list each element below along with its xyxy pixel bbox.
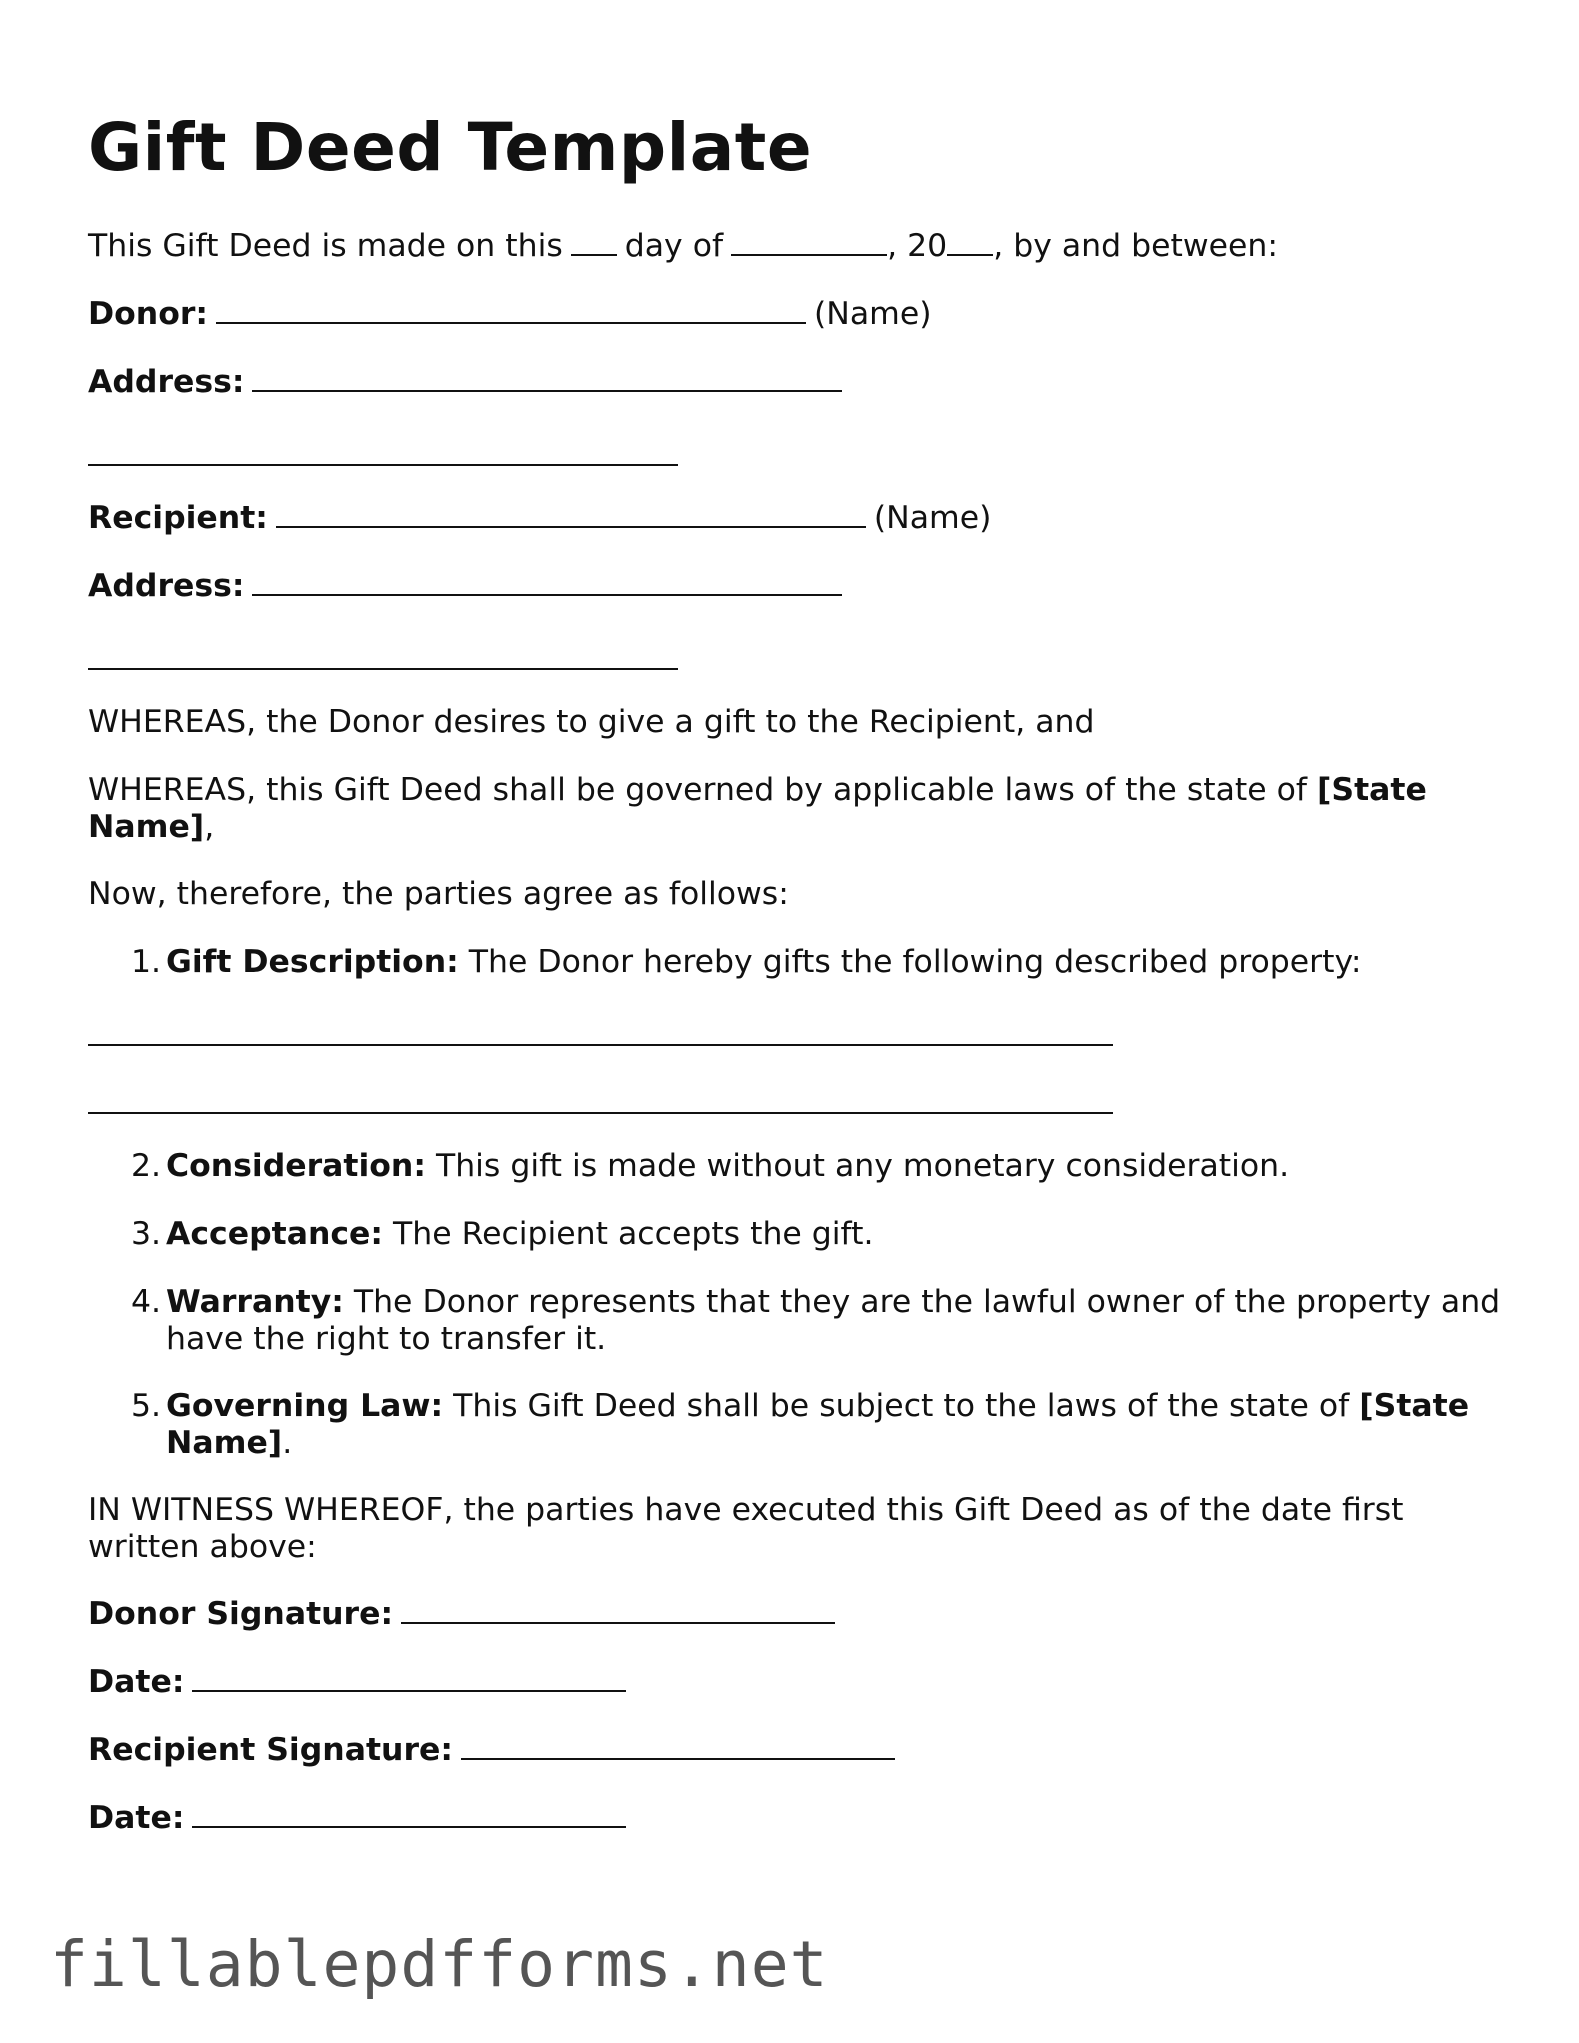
item-text: This gift is made without any monetary consideration. bbox=[435, 1148, 1290, 1184]
whereas-2-tail: , bbox=[204, 809, 215, 845]
item-number: 5. bbox=[130, 1388, 161, 1424]
item-label: Gift Description: bbox=[166, 944, 459, 980]
item-text: The Donor hereby gifts the following described property: bbox=[468, 944, 1362, 980]
recipient-name-field[interactable] bbox=[276, 502, 866, 528]
gift-description-field-2[interactable] bbox=[88, 1112, 1113, 1114]
donor-name-field[interactable] bbox=[216, 298, 806, 324]
item-number: 4. bbox=[130, 1284, 161, 1320]
date-label: Date: bbox=[88, 1800, 185, 1836]
whereas-2-text: WHEREAS, this Gift Deed shall be governed by applicable laws of the state of bbox=[88, 772, 1307, 808]
donor-address-field-2[interactable] bbox=[88, 464, 678, 466]
watermark: fillablepdfforms.net bbox=[50, 1928, 829, 2001]
donor-label: Donor: bbox=[88, 296, 208, 332]
intro-text-2: day of bbox=[624, 228, 724, 264]
intro-text-1: This Gift Deed is made on this bbox=[88, 228, 563, 264]
intro-line bbox=[88, 228, 1278, 265]
recipient-date-field[interactable] bbox=[192, 1802, 626, 1828]
donor-signature-field[interactable] bbox=[401, 1598, 835, 1624]
donor-address-line bbox=[88, 364, 842, 401]
whereas-clause-2 bbox=[88, 772, 1508, 846]
recipient-address-field-2[interactable] bbox=[88, 668, 678, 670]
recipient-address-label: Address: bbox=[88, 568, 245, 604]
donor-signature-label: Donor Signature: bbox=[88, 1596, 394, 1632]
recipient-label: Recipient: bbox=[88, 500, 268, 536]
intro-text-3: , 20 bbox=[887, 228, 948, 264]
state-name-placeholder: [State Name] bbox=[166, 1388, 1470, 1461]
intro-text-4: , by and between: bbox=[993, 228, 1278, 264]
recipient-signature-line bbox=[88, 1732, 895, 1769]
month-blank[interactable] bbox=[731, 230, 887, 256]
donor-address-field-1[interactable] bbox=[252, 366, 842, 392]
recipient-address-line bbox=[88, 568, 842, 605]
donor-date-line bbox=[88, 1664, 626, 1701]
item-text: The Recipient accepts the gift. bbox=[393, 1216, 874, 1252]
recipient-name-hint: (Name) bbox=[873, 500, 992, 536]
recipient-date-line bbox=[88, 1800, 626, 1837]
recipient-address-field-1[interactable] bbox=[252, 570, 842, 596]
recipient-signature-label: Recipient Signature: bbox=[88, 1732, 453, 1768]
item-number: 1. bbox=[130, 944, 161, 980]
donor-address-label: Address: bbox=[88, 364, 245, 400]
item-number: 3. bbox=[130, 1216, 161, 1252]
item-number: 2. bbox=[130, 1148, 161, 1184]
gift-description-field-1[interactable] bbox=[88, 1044, 1113, 1046]
donor-date-field[interactable] bbox=[192, 1666, 626, 1692]
donor-name-hint: (Name) bbox=[814, 296, 932, 332]
date-label: Date: bbox=[88, 1664, 185, 1700]
recipient-line bbox=[88, 500, 991, 537]
donor-line bbox=[88, 296, 932, 333]
item-label: Warranty: bbox=[166, 1284, 344, 1320]
item-label: Acceptance: bbox=[166, 1216, 384, 1252]
witness-clause: IN WITNESS WHEREOF, the parties have executed this Gift Deed as of the date first written above: bbox=[88, 1492, 1404, 1565]
state-name-placeholder: [State Name] bbox=[88, 772, 1427, 845]
page-title: Gift Deed Template bbox=[88, 109, 813, 186]
year-blank[interactable] bbox=[947, 230, 993, 256]
item-text: The Donor represents that they are the lawful owner of the property and have the right to transfer it. bbox=[166, 1284, 1501, 1357]
item-text: This Gift Deed shall be subject to the laws of the state of bbox=[453, 1388, 1350, 1424]
day-blank[interactable] bbox=[571, 230, 617, 256]
donor-signature-line bbox=[88, 1596, 835, 1633]
agreement-intro: Now, therefore, the parties agree as follows: bbox=[88, 876, 789, 912]
recipient-signature-field[interactable] bbox=[461, 1734, 895, 1760]
item-label: Consideration: bbox=[166, 1148, 426, 1184]
item-tail: . bbox=[282, 1425, 293, 1461]
whereas-clause-1: WHEREAS, the Donor desires to give a gift to the Recipient, and bbox=[88, 704, 1095, 740]
item-label: Governing Law: bbox=[166, 1388, 444, 1424]
